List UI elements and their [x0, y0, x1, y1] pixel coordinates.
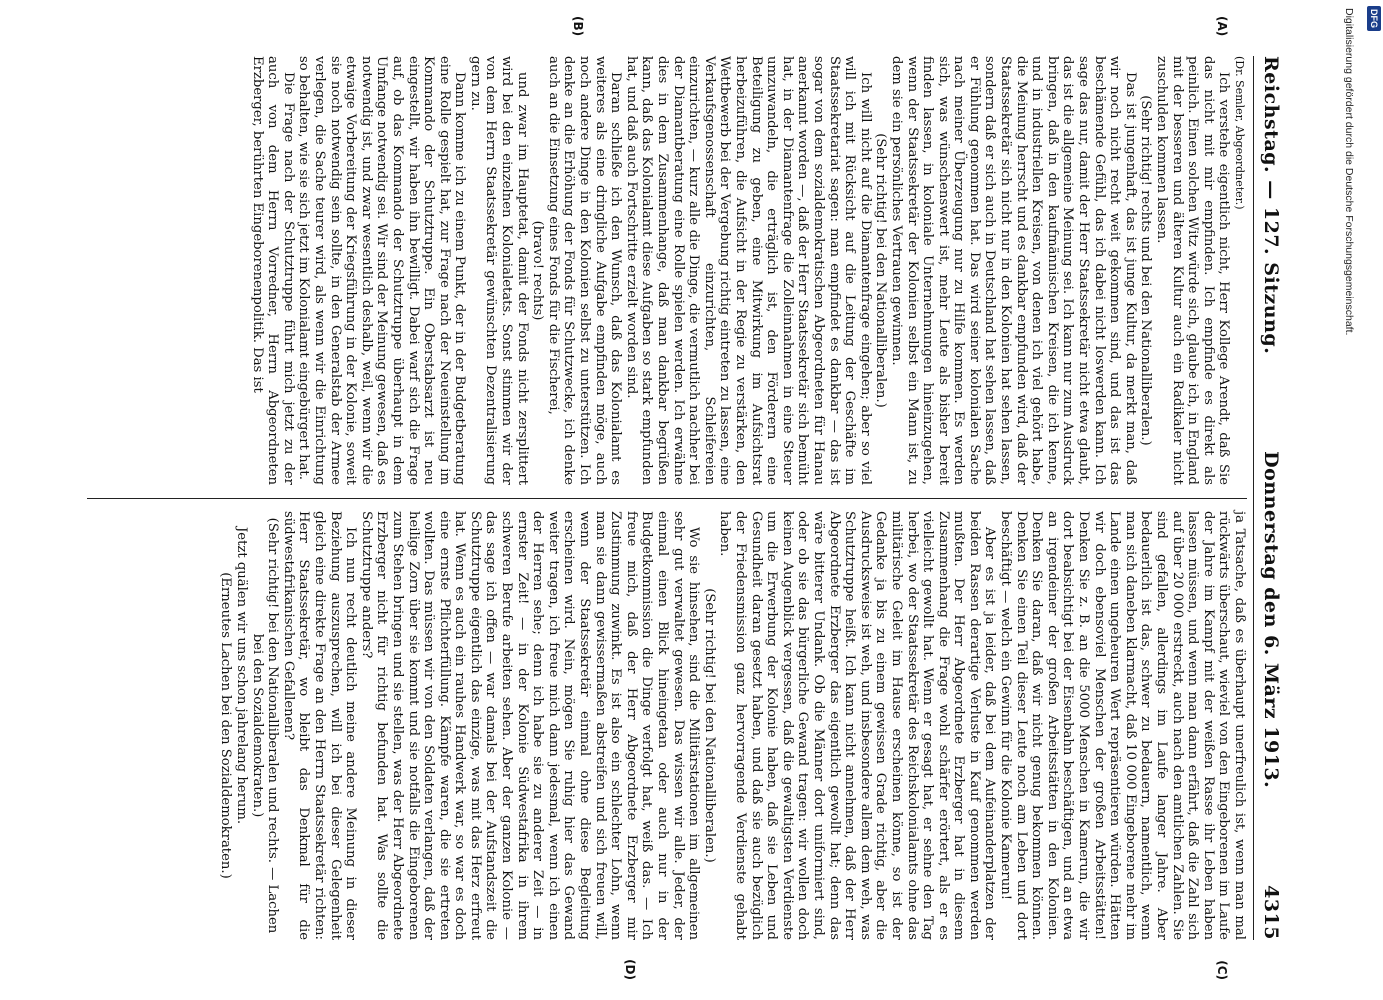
- margin-marker-a: (A): [1215, 16, 1229, 37]
- paragraph: Wo sie hinsehen, sind die Militärstationen im allgemeinen sehr gut verwaltet gewesen. Das wissen wir alle. Jeder, der einmal einen Blick hineingetan oder auch nur in der Budgetkommission die Dinge verfolgt hat, weiß das. — Ich freue mich, daß der Herr Abgeordnete Erzberger mir Zustimmung zuwinkt. Es ist also ein schlechter Lohn, wenn man sie dann gewissermaßen abstreifen und sich freuen will, wenn der Staatssekretär einmal ohne diese Begleitung erscheinen wird. Nein, mögen Sie ruhig hier das Gewand weiter tragen, ich freue mich dann jedesmal, wenn ich einen der Herren sehe; denn ich habe sie zu anderer Zeit — in ernster Zeit! — in der Kolonie Südwestafrika in ihrem schweren Berufe arbeiten sehen. Aber der ganzen Kolonie — das sage ich offen — war damals bei der Aufstandszeit die Schutztruppe eigentlich das einzige, was mit das Herz erfreut hat. Wenn es auch ein rauhes Handwerk war, so war es doch eine ernste Pflichterfüllung. Kämpfe waren, die sie ertreten wollten. Das müssen wir von den Soldaten verlangen, daß der heilige Zorn über sie kommt und sie notfalls die Eingeborenen zum Stehen bringen und sie stellen, was der Herr Abgeordnete Erzberger nicht für richtig befunden hat. Was sollte die Schutztruppe anders?: [358, 511, 702, 940]
- margin-marker-b: (B): [571, 16, 585, 37]
- interjection: (Sehr richtig! rechts und bei den Nationalliberalen.): [1138, 95, 1154, 446]
- margin-marker-c: (C): [1215, 960, 1229, 980]
- left-column: [87, 16, 1247, 485]
- paragraph: Aber es ist ja leider, daß bei dem Aufeinanderplatzen der beiden Rassen derartige Verluste in Kauf genommen werden mußten. Der Herr Abgeordnete Erzberger hat in diesem Zusammenhang die Frage wohl schärfer erörtert, als er es vielleicht gewollt hat. Wenn er gesagt hat, er sehne den Tag herbei, wo der Staatssekretär des Reichskolonialamts ohne das militärische Geleit im Hause erscheinen könne, so ist der Gedanke ja bis zu einem gewissen Grade richtig, aber die Ausdrucksweise ist weh, und insbesondere allem dem weh, was Schutztruppe heißt. Ich kann nicht annehmen, daß der Herr Abgeordnete Erzberger das eigentlich gewollt hat; denn das wäre bitterer Undank. Ob die Männer dort uniformiert sind, oder ob sie das bürgerliche Gewand tragen: wir wollen doch keinen Augenblick vergessen, daß die gewaltigsten Verdienste um die Erwerbung der Kolonie haben, daß sie Leben und Gesundheit daran gesetzt haben, und daß sie auch bezüglich der Friedensmission ganz hervorragende Verdienste gehabt haben.: [717, 511, 998, 940]
- columns: [87, 16, 1254, 980]
- right-column: [87, 511, 1247, 980]
- dfg-logo: DFG: [1367, 6, 1381, 31]
- paragraph: Ich verstehe eigentlich nicht, Herr Kollege Arendt, daß Sie das nicht mit mir empfinden. Ich empfinde es direkt als peinlich. Einen solchen Witz würde sich, glaube ich, in England mit der besseren und älteren Kultur auch ein Radikaler nicht zuschulden kommen lassen.: [1154, 56, 1232, 485]
- interjection: (Sehr richtig! bei den Nationalliberalen und rechts. — Lachen bei den Sozialdemokraten.): [249, 517, 281, 934]
- margin-marker-d: (D): [623, 959, 637, 980]
- paragraph: Die Frage nach der Schutztruppe führt mich jetzt zu der auch von dem Herrn Vorredner, Herrn Abgeordneten Erzberger, berührten Eingeborenenpolitik. Das ist: [249, 56, 296, 485]
- interjection: (Erneutes Lachen bei den Sozialdemokraten.): [218, 572, 234, 879]
- paragraph: und zwar im Hauptetat, damit der Fonds nicht zersplittert wird bei den einzelnen Kolonialetats. Sonst stimmen wir der von dem Herrn Staatssekretär gewünschten Dezentralisierung gern zu.: [467, 56, 530, 485]
- speaker-intro: (Dr. Semler, Abgeordneter.): [1233, 56, 1246, 210]
- paragraph: Jetzt quälen wir uns schon jahrelang herum.: [234, 527, 249, 825]
- interjection: (Sehr richtig! bei den Nationalliberalen.): [873, 133, 889, 408]
- digitization-note: Digitalisierung gefördert durch die Deutsche Forschungsgemeinschaft.: [1343, 8, 1355, 336]
- interjection: (Sehr richtig! bei den Nationalliberalen.): [701, 588, 717, 863]
- paragraph: Ich nun recht deutlich meine andere Meinung in dieser Beziehung auszusprechen, will ich bei dieser Gelegenheit gleich eine direkte Frage an den Herrn Staatssekretär richten: Herr Staatssekretär, wo bleibt das Denkmal für die südwestafrikanischen Gefallenen?: [280, 511, 359, 940]
- page-header: [1254, 56, 1282, 940]
- page-number: 4315: [1260, 885, 1282, 940]
- paragraph: ja Tatsache, daß es überhaupt unerfreulich ist, wenn man mal rückwärts überschaut, wieviel von den Eingeborenen im Laufe der Jahre im Kampf mit der weißen Rasse ihr Leben haben lassen müssen, und wenn man dann erfährt, daß die Zahl sich auf über 20 000 erstreckt, auch nach den amtlichen Zahlen. Sie sind gefallen, allerdings im Laufe langer Jahre. Aber bedauerlich ist das, schwer zu bedauern, namentlich, wenn man sich daneben klarmacht, daß 10 000 Eingeborene mehr im Lande einen ungeheuren Wert repräsentieren würden. Hätten wir doch ebensoviel Menschen der großen Arbeitsstätten! Denken Sie z. B. an die 5000 Menschen in Kamerun, die wir dort beabsichtigt bei der Eisenbahn beschäftigen, und an etwa an irgendeiner der großen Arbeitsstätten in den Kolonien. Denken Sie daran, daß wir nicht genug bekommen können. Denken Sie einen Teil dieser Leute noch am Leben und dort beschäftigt — welch ein Gewinn für die Kolonie Kamerun!: [998, 511, 1247, 940]
- paragraph: Daran schließe ich den Wunsch, daß das Kolonialamt es weiteres als eine dringliche Aufgabe empfinden möge, auch noch andere Dinge in den Kolonien selbst zu unterstützen. Ich denke an die Erhöhung der Fonds für Schutzwecke, ich denke auch an die Einsetzung eines Fonds für die Fischerei,: [545, 56, 624, 485]
- paragraph: Ich will nicht auf die Diamantenfrage eingehen; aber so viel will ich mit Rücksicht auf die Leitung der Geschäfte im Staatssekretariat sagen: man empfindet es dankbar — das ist sogar von dem sozialdemokratischen Abgeordneten für Hanau anerkannt worden —, daß der Herr Staatssekretär sich bemüht hat, in der Diamantenfrage die Zolleinnahmen in eine Steuer umzuwandeln, die erträglich ist, den Förderern eine Beteiligung zu geben, eine Mitwirkung im Aufsichtsrat herbeizuführen, die Aufsicht in der Regie zu verstärken, den Wettbewerb bei der Vergebung richtig eintreten zu lassen, eine Verkaufsgenossenschaft einzurichten, Schleifereien einzurichten, — kurz alle die Dinge, die vermutlich nachher bei der Diamantberatung eine Rolle spielen werden. Ich erwähne dies in dem Zusammenhange, daß man dankbar begrüßen kann, daß das Kolonialamt diese Aufgaben so stark empfunden hat, und daß auch Fortschritte erzielt worden sind.: [623, 56, 873, 485]
- interjection: (bravo! rechts): [530, 220, 546, 321]
- header-left: Reichstag. — 127. Sitzung.: [1260, 56, 1282, 355]
- paragraph: Dann komme ich zu einem Punkt, der in der Budgetberatung eine Rolle gespielt hat, zur Frage nach der Neueinstellung im Kommando der Schutztruppe. Ein Oberstabsarzt ist neu eingestellt, wir haben ihn bewilligt. Dabei warf sich die Frage auf, ob das Kommando der Schutztruppe überhaupt in dem Umfange notwendig sei. Wir sind der Meinung gewesen, daß es notwendig ist, und zwar wesentlich deshalb, weil, wenn wir die etwaige Vorbereitung der Kriegsführung in der Kolonie, soweit sie noch notwendig sein sollte, in den Generalstab der Armee verlegen, die Sache teurer wird, als wenn wir die Einrichtung so behalten, wie sie sich jetzt im Kolonialamt eingebürgert hat.: [296, 56, 468, 485]
- header-date: Donnerstag den 6. März 1913.: [1260, 451, 1282, 789]
- paragraph: Das ist jungenhaft, das ist junge Kultur, da merkt man, daß wir noch nicht recht weit gekommen sind, und das ist das beschämende Gefühl, das ich dabei nicht loswerden kann. Ich sage das nur, damit der Herr Staatssekretär nicht etwa glaubt, das ist die allgemeine Meinung sei. Ich kann nur zum Ausdruck bringen, daß in den kaufmännischen Kreisen, die ich kenne, und in industriellen Kreisen, von denen ich viel gehört habe, die Meinung herrscht und es dankbar empfunden wird, daß der Staatssekretär sich nicht nur in den Kolonien hat sehen lassen, sondern daß er sich auch in Deutschland hat sehen lassen, daß er Fühlung genommen hat. Das wird seiner kolonialen Sache nach meiner Überzeugung nur zu Hilfe kommen. Es werden sich, was wünschenswert ist, mehr Leute als bisher bereit finden lassen, in koloniale Unternehmungen hineinzugehen, wenn der Staatssekretär der Kolonien selbst ein Mann ist, zu dem sie ein persönliches Vertrauen gewinnen.: [888, 56, 1138, 485]
- page: [40, 0, 1340, 1000]
